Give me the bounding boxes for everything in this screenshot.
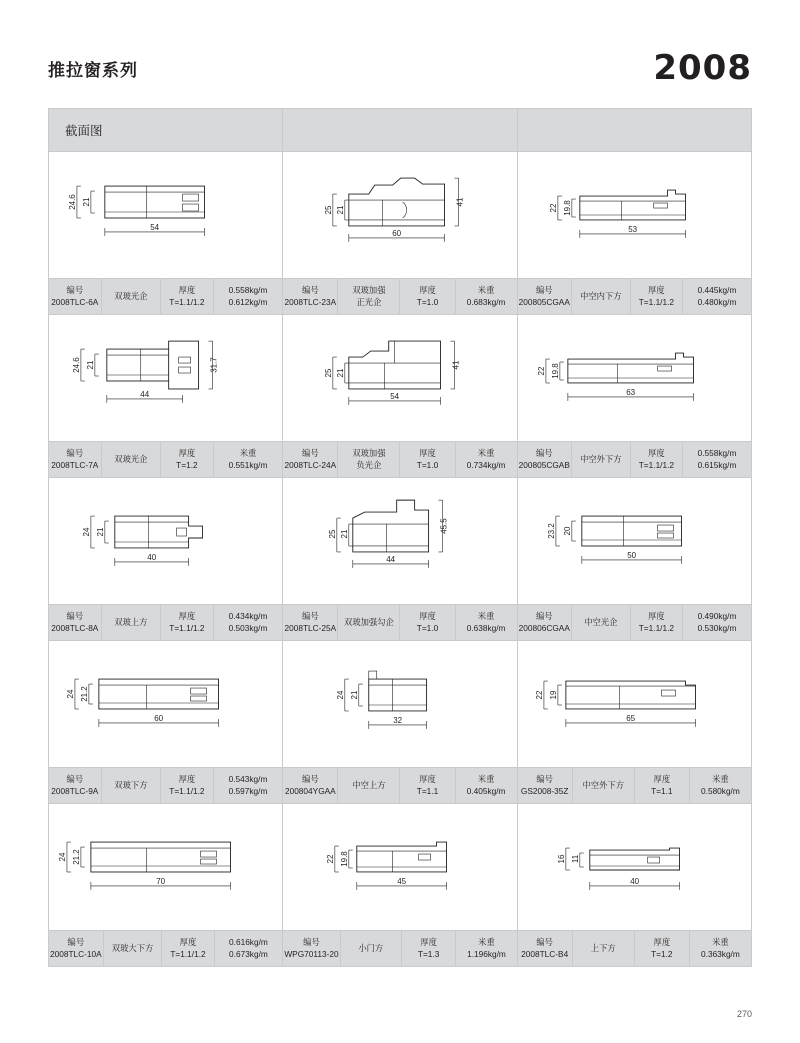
spec-code-8A: 编号 2008TLC-8A xyxy=(49,605,102,640)
svg-text:21.2: 21.2 xyxy=(79,686,89,702)
spec-thickness-6A: 厚度 T=1.1/1.2 xyxy=(161,279,214,314)
spec-name-7A: 双玻光企 xyxy=(102,442,161,477)
svg-text:21: 21 xyxy=(340,529,350,539)
profile-spec-06CGAA xyxy=(518,604,751,640)
profile-drawing-25A xyxy=(283,478,516,604)
profile-spec-25A xyxy=(283,604,516,640)
spec-name-04YGAA: 中空上方 xyxy=(338,768,400,803)
spec-code-25A: 编号 2008TLC-25A xyxy=(283,605,338,640)
profile-drawing-35Z xyxy=(518,641,751,767)
profile-drawing-7A xyxy=(49,315,282,441)
spec-name-10A: 双玻大下方 xyxy=(104,931,163,966)
profile-cell-WPG70113 xyxy=(283,804,517,966)
svg-text:24: 24 xyxy=(336,690,346,700)
page-header xyxy=(0,46,800,90)
profile-cell-04YGAA xyxy=(283,641,517,803)
table-row xyxy=(49,641,751,804)
spec-code-05CGAA: 编号 200805CGAA xyxy=(518,279,572,314)
spec-thickness-B4: 厚度 T=1.2 xyxy=(635,931,690,966)
profile-spec-05CGAA xyxy=(518,278,751,314)
svg-text:32: 32 xyxy=(393,715,403,725)
spec-name-25A: 双玻加强勾企 xyxy=(338,605,400,640)
spec-code-23A: 编号 2008TLC-23A xyxy=(283,279,338,314)
profile-drawing-05CGAB xyxy=(518,315,751,441)
svg-text:44: 44 xyxy=(386,554,396,564)
svg-text:41: 41 xyxy=(455,197,465,207)
svg-text:20: 20 xyxy=(562,526,572,536)
table-title-cell-2 xyxy=(283,109,517,151)
spec-name-9A: 双玻下方 xyxy=(102,768,161,803)
profile-cell-23A xyxy=(283,152,517,314)
profile-drawing-23A xyxy=(283,152,516,278)
profile-cell-24A xyxy=(283,315,517,477)
profile-drawing-04YGAA xyxy=(283,641,516,767)
spec-name-8A: 双玻上方 xyxy=(102,605,161,640)
page-footer-number: 270 xyxy=(736,1009,752,1019)
svg-text:41: 41 xyxy=(451,360,461,370)
svg-text:65: 65 xyxy=(625,713,635,723)
spec-code-B4: 编号 2008TLC-B4 xyxy=(518,931,573,966)
svg-text:19.8: 19.8 xyxy=(562,200,572,216)
profile-cell-35Z xyxy=(518,641,751,803)
svg-text:53: 53 xyxy=(627,224,637,234)
profile-cell-25A xyxy=(283,478,517,640)
profile-cell-06CGAA xyxy=(518,478,751,640)
profile-drawing-9A xyxy=(49,641,282,767)
spec-weight-06CGAA: 0.490kg/m 0.530kg/m xyxy=(697,611,737,633)
svg-text:44: 44 xyxy=(140,389,150,399)
svg-text:45: 45 xyxy=(397,876,407,886)
svg-text:22: 22 xyxy=(534,690,544,700)
profile-drawing-24A xyxy=(283,315,516,441)
table-row xyxy=(49,478,751,641)
spec-thickness-8A: 厚度 T=1.1/1.2 xyxy=(161,605,214,640)
svg-text:54: 54 xyxy=(390,391,400,401)
profile-spec-24A xyxy=(283,441,516,477)
profile-drawing-06CGAA xyxy=(518,478,751,604)
profile-spec-9A xyxy=(49,767,282,803)
svg-text:22: 22 xyxy=(536,366,546,376)
svg-text:21: 21 xyxy=(95,527,105,537)
svg-text:19.8: 19.8 xyxy=(550,363,560,379)
series-number: 2008 xyxy=(653,48,752,88)
svg-text:54: 54 xyxy=(150,222,160,232)
spec-thickness-7A: 厚度 T=1.2 xyxy=(161,442,214,477)
svg-text:16: 16 xyxy=(556,854,566,864)
spec-weight-B4: 米重 0.363kg/m xyxy=(701,937,740,959)
spec-code-05CGAB: 编号 200805CGAB xyxy=(518,442,572,477)
spec-thickness-WPG70113: 厚度 T=1.3 xyxy=(402,931,456,966)
svg-text:21: 21 xyxy=(350,690,360,700)
profile-drawing-B4 xyxy=(518,804,751,930)
profile-spec-04YGAA xyxy=(283,767,516,803)
spec-code-24A: 编号 2008TLC-24A xyxy=(283,442,338,477)
svg-text:40: 40 xyxy=(147,552,157,562)
profile-spec-23A xyxy=(283,278,516,314)
spec-name-WPG70113: 小门方 xyxy=(341,931,402,966)
profile-spec-6A xyxy=(49,278,282,314)
spec-code-WPG70113: 编号 WPG70113-20 xyxy=(283,931,340,966)
spec-weight-35Z: 米重 0.580kg/m xyxy=(701,774,740,796)
spec-weight-05CGAA: 0.445kg/m 0.480kg/m xyxy=(697,285,737,307)
spec-thickness-05CGAB: 厚度 T=1.1/1.2 xyxy=(631,442,683,477)
table-title-row xyxy=(49,109,751,152)
spec-thickness-06CGAA: 厚度 T=1.1/1.2 xyxy=(631,605,683,640)
svg-text:25: 25 xyxy=(324,205,334,215)
spec-weight-6A: 0.558kg/m 0.612kg/m xyxy=(228,285,268,307)
spec-code-06CGAA: 编号 200806CGAA xyxy=(518,605,572,640)
profile-cell-6A xyxy=(49,152,283,314)
svg-text:31.7: 31.7 xyxy=(209,357,219,373)
svg-text:21: 21 xyxy=(81,197,91,207)
profile-drawing-WPG70113 xyxy=(283,804,516,930)
svg-text:63: 63 xyxy=(625,387,635,397)
profile-spec-05CGAB xyxy=(518,441,751,477)
spec-name-B4: 上下方 xyxy=(573,931,635,966)
spec-thickness-35Z: 厚度 T=1.1 xyxy=(635,768,690,803)
svg-text:21: 21 xyxy=(336,368,346,378)
profile-cell-9A xyxy=(49,641,283,803)
svg-text:70: 70 xyxy=(156,876,166,886)
svg-text:19.8: 19.8 xyxy=(340,851,350,867)
spec-weight-25A: 米重 0.638kg/m xyxy=(466,611,506,633)
profile-cell-10A xyxy=(49,804,283,966)
svg-text:45.5: 45.5 xyxy=(439,518,449,534)
svg-text:50: 50 xyxy=(626,550,636,560)
spec-weight-9A: 0.543kg/m 0.597kg/m xyxy=(228,774,268,796)
spec-name-05CGAB: 中空外下方 xyxy=(572,442,631,477)
svg-text:22: 22 xyxy=(548,203,558,213)
profile-cell-B4 xyxy=(518,804,751,966)
svg-text:21: 21 xyxy=(336,205,346,215)
svg-text:22: 22 xyxy=(326,854,336,864)
profile-cell-05CGAA xyxy=(518,152,751,314)
spec-name-24A: 双玻加强 负光企 xyxy=(338,442,400,477)
table-row xyxy=(49,804,751,966)
profile-spec-8A xyxy=(49,604,282,640)
table-row xyxy=(49,315,751,478)
spec-code-04YGAA: 编号 200804YGAA xyxy=(283,768,338,803)
svg-text:40: 40 xyxy=(629,876,639,886)
spec-weight-10A: 0.616kg/m 0.673kg/m xyxy=(229,937,268,959)
profile-table xyxy=(48,108,752,967)
spec-weight-24A: 米重 0.734kg/m xyxy=(466,448,506,470)
svg-text:24.6: 24.6 xyxy=(71,357,81,373)
page-title: 推拉窗系列 xyxy=(48,60,138,80)
profile-spec-B4 xyxy=(518,930,751,966)
profile-cell-8A xyxy=(49,478,283,640)
spec-code-10A: 编号 2008TLC-10A xyxy=(49,931,104,966)
spec-weight-04YGAA: 米重 0.405kg/m xyxy=(466,774,506,796)
table-title-cell-1: 截面图 xyxy=(49,109,283,151)
profile-drawing-8A xyxy=(49,478,282,604)
spec-name-6A: 双玻光企 xyxy=(102,279,161,314)
spec-name-06CGAA: 中空光企 xyxy=(572,605,631,640)
spec-name-23A: 双玻加强 正光企 xyxy=(338,279,400,314)
spec-weight-05CGAB: 0.558kg/m 0.615kg/m xyxy=(697,448,737,470)
spec-weight-23A: 米重 0.683kg/m xyxy=(466,285,506,307)
spec-thickness-05CGAA: 厚度 T=1.1/1.2 xyxy=(631,279,683,314)
spec-weight-7A: 米重 0.551kg/m xyxy=(228,448,268,470)
profile-spec-WPG70113 xyxy=(283,930,516,966)
svg-text:25: 25 xyxy=(328,529,338,539)
spec-thickness-10A: 厚度 T=1.1/1.2 xyxy=(162,931,214,966)
profile-cell-05CGAB xyxy=(518,315,751,477)
table-row xyxy=(49,152,751,315)
spec-weight-8A: 0.434kg/m 0.503kg/m xyxy=(228,611,268,633)
svg-text:19: 19 xyxy=(548,690,558,700)
spec-thickness-24A: 厚度 T=1.0 xyxy=(400,442,455,477)
spec-code-9A: 编号 2008TLC-9A xyxy=(49,768,102,803)
svg-text:60: 60 xyxy=(154,713,164,723)
profile-drawing-6A xyxy=(49,152,282,278)
profile-spec-10A xyxy=(49,930,282,966)
spec-thickness-25A: 厚度 T=1.0 xyxy=(400,605,455,640)
svg-text:24.6: 24.6 xyxy=(67,194,77,210)
profile-drawing-05CGAA xyxy=(518,152,751,278)
svg-text:24: 24 xyxy=(57,852,67,862)
spec-thickness-23A: 厚度 T=1.0 xyxy=(400,279,455,314)
svg-text:24: 24 xyxy=(81,527,91,537)
spec-thickness-04YGAA: 厚度 T=1.1 xyxy=(400,768,455,803)
spec-code-35Z: 编号 GS2008-35Z xyxy=(518,768,573,803)
svg-text:21.2: 21.2 xyxy=(71,849,81,865)
svg-text:11: 11 xyxy=(570,854,580,864)
profile-cell-7A xyxy=(49,315,283,477)
spec-thickness-9A: 厚度 T=1.1/1.2 xyxy=(161,768,214,803)
profile-spec-7A xyxy=(49,441,282,477)
profile-spec-35Z xyxy=(518,767,751,803)
svg-text:25: 25 xyxy=(324,368,334,378)
spec-weight-WPG70113: 米重 1.196kg/m xyxy=(467,937,506,959)
profile-drawing-10A xyxy=(49,804,282,930)
spec-code-6A: 编号 2008TLC-6A xyxy=(49,279,102,314)
spec-code-7A: 编号 2008TLC-7A xyxy=(49,442,102,477)
spec-name-35Z: 中空外下方 xyxy=(573,768,635,803)
svg-text:60: 60 xyxy=(392,228,402,238)
spec-name-05CGAA: 中空内下方 xyxy=(572,279,631,314)
svg-text:21: 21 xyxy=(85,360,95,370)
svg-text:23.2: 23.2 xyxy=(546,523,556,539)
svg-text:24: 24 xyxy=(65,689,75,699)
table-title-cell-3 xyxy=(518,109,751,151)
